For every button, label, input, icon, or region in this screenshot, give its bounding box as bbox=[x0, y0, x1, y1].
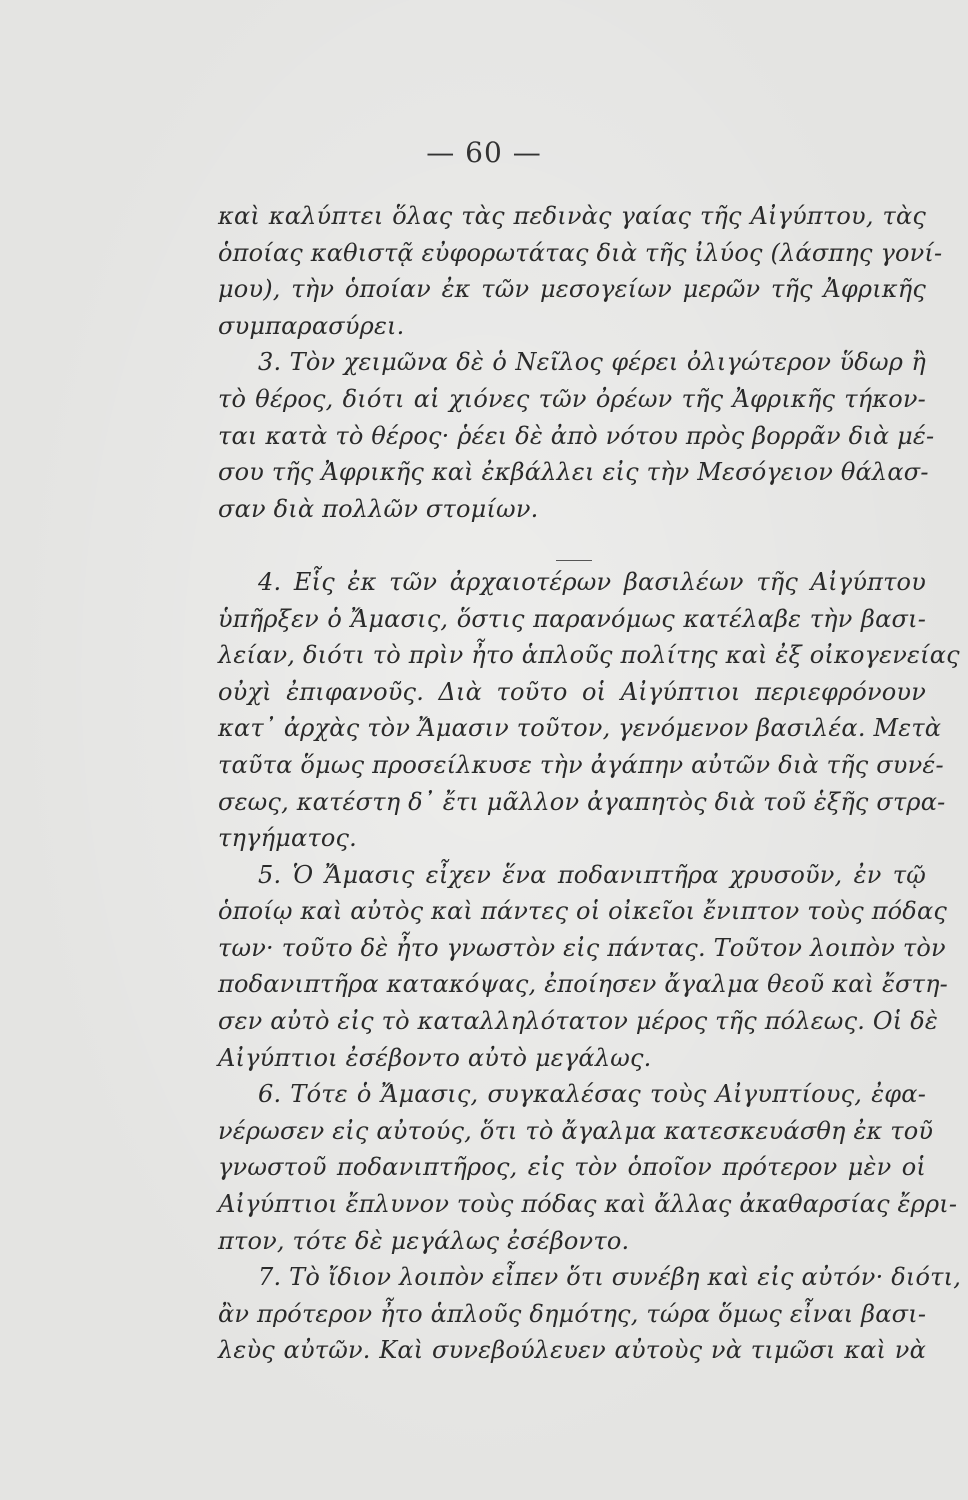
text-line: σου τῆς Ἀφρικῆς καὶ ἐκβάλλει εἰς τὴν Μεσόγειον θάλασ- bbox=[218, 458, 929, 487]
text-line: σεν αὐτὸ εἰς τὸ καταλληλότατον μέρος τῆς πόλεως. Οἱ δὲ bbox=[218, 1007, 938, 1036]
text-line: 4. Εἷς ἐκ τῶν ἀρχαιοτέρων βασιλέων τῆς Αἰγύπτου bbox=[258, 567, 926, 596]
text-line: ται κατὰ τὸ θέρος· ῥέει δὲ ἀπὸ νότου πρὸς βορρᾶν διὰ μέ- bbox=[218, 421, 935, 450]
text-line: τὸ θέρος, διότι αἱ χιόνες τῶν ὀρέων τῆς Ἀφρικῆς τήκον- bbox=[218, 384, 926, 413]
text-line: ὁποίῳ καὶ αὐτὸς καὶ πάντες οἱ οἰκεῖοι ἔνιπτον τοὺς πόδας bbox=[218, 897, 948, 926]
text-line: τηγήματος. bbox=[218, 824, 357, 853]
text-line: 3. Τὸν χειμῶνα δὲ ὁ Νεῖλος φέρει ὀλιγώτερον ὕδωρ ἢ bbox=[258, 348, 926, 377]
page-number: — 60 — bbox=[426, 136, 542, 169]
text-line: ὑπῆρξεν ὁ Ἄμασις, ὅστις παρανόμως κατέλαβε τὴν βασι- bbox=[218, 604, 926, 633]
text-line: πτον, τότε δὲ μεγάλως ἐσέβοντο. bbox=[218, 1226, 630, 1255]
text-line: καὶ καλύπτει ὅλας τὰς πεδινὰς γαίας τῆς Αἰγύπτου, τὰς bbox=[218, 202, 926, 230]
text-line: σεως, κατέστη δ᾽ ἔτι μᾶλλον ἀγαπητὸς διὰ τοῦ ἑξῆς στρα- bbox=[218, 787, 946, 816]
text-line: ὁποίας καθιστᾷ εὐφορωτάτας διὰ τῆς ἰλύος (λάσπης γονί- bbox=[218, 238, 943, 267]
text-line: οὐχὶ ἐπιφανοῦς. Διὰ τοῦτο οἱ Αἰγύπτιοι περιεφρόνουν bbox=[218, 677, 926, 706]
body-text bbox=[218, 198, 962, 1369]
text-line: των· τοῦτο δὲ ἦτο γνωστὸν εἰς πάντας. Τοῦτον λοιπὸν τὸν bbox=[218, 933, 946, 962]
text-line: σαν διὰ πολλῶν στομίων. bbox=[218, 494, 539, 523]
text-line: κατ᾽ ἀρχὰς τὸν Ἄμασιν τοῦτον, γενόμενον βασιλέα. Μετὰ bbox=[218, 714, 942, 743]
text-line: γνωστοῦ ποδανιπτῆρος, εἰς τὸν ὁποῖον πρότερον μὲν οἱ bbox=[218, 1153, 926, 1182]
text-line: 5. Ὁ Ἄμασις εἶχεν ἕνα ποδανιπτῆρα χρυσοῦν, ἐν τῷ bbox=[258, 860, 926, 889]
text-line: λεὺς αὐτῶν. Καὶ συνεβούλευεν αὐτοὺς νὰ τιμῶσι καὶ νὰ bbox=[218, 1336, 926, 1365]
text-line: ποδανιπτῆρα κατακόψας, ἐποίησεν ἄγαλμα θεοῦ καὶ ἔστη- bbox=[218, 970, 948, 999]
text-line bbox=[218, 527, 926, 564]
text-line: ταῦτα ὅμως προσείλκυσε τὴν ἀγάπην αὐτῶν διὰ τῆς συνέ- bbox=[218, 750, 944, 779]
text-line: 7. Τὸ ἴδιον λοιπὸν εἶπεν ὅτι συνέβη καὶ εἰς αὐτόν· διότι, bbox=[258, 1263, 962, 1292]
text-line: Αἰγύπτιοι ἔπλυνον τοὺς πόδας καὶ ἄλλας ἀκαθαρσίας ἔρρι- bbox=[218, 1190, 958, 1219]
text-line: 6. Τότε ὁ Ἄμασις, συγκαλέσας τοὺς Αἰγυπτίους, ἐφα- bbox=[258, 1080, 926, 1109]
text-line: συμπαρασύρει. bbox=[218, 311, 405, 340]
text-line: ἂν πρότερον ἦτο ἁπλοῦς δημότης, τώρα ὅμως εἶναι βασι- bbox=[218, 1299, 927, 1328]
text-line: Αἰγύπτιοι ἐσέβοντο αὐτὸ μεγάλως. bbox=[218, 1043, 652, 1072]
text-line: νέρωσεν εἰς αὐτούς, ὅτι τὸ ἄγαλμα κατεσκευάσθη ἐκ τοῦ bbox=[218, 1116, 934, 1145]
text-line: λείαν, διότι τὸ πρὶν ἦτο ἁπλοῦς πολίτης καὶ ἐξ οἰκογενείας bbox=[218, 641, 960, 670]
text-line: μου), τὴν ὁποίαν ἐκ τῶν μεσογείων μερῶν τῆς Ἀφρικῆς bbox=[218, 275, 926, 304]
